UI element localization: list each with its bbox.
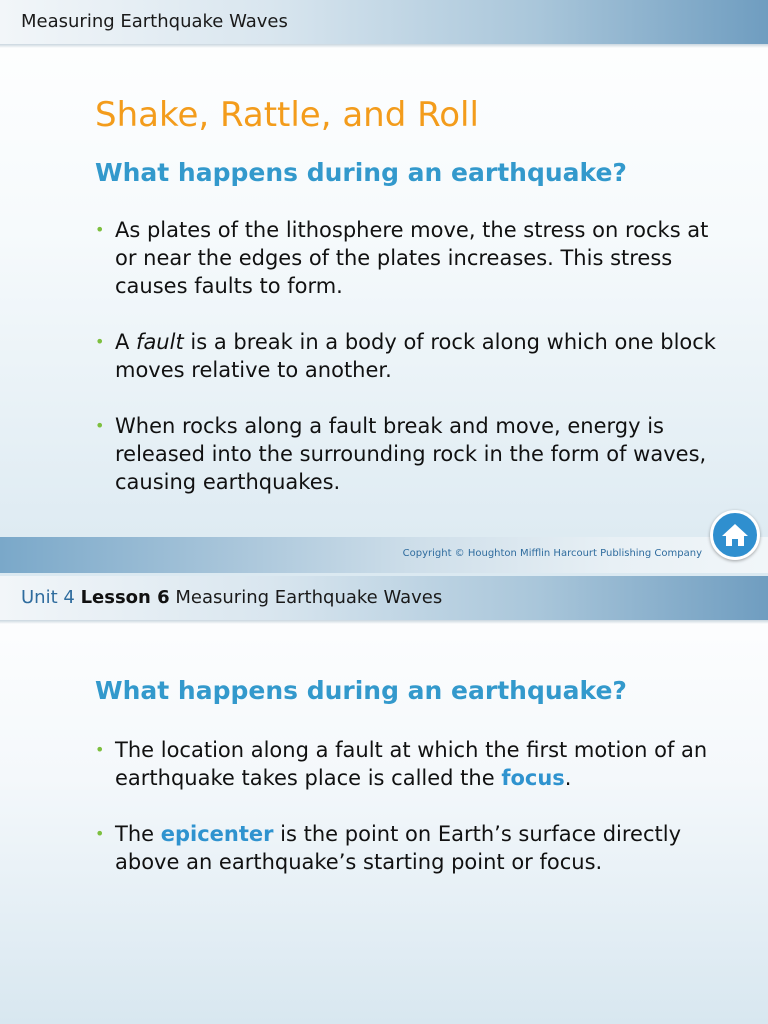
header-shadow xyxy=(0,44,768,48)
bullet-list xyxy=(95,736,735,904)
header-title xyxy=(21,587,442,608)
slide-subtitle: What happens during an earthquake? xyxy=(95,676,627,705)
bullet-text-pre: A xyxy=(115,330,137,354)
bullet-item xyxy=(95,328,735,384)
bullet-item xyxy=(95,216,735,300)
bullet-item xyxy=(95,736,735,792)
bullet-text-pre: The xyxy=(115,822,161,846)
bullet-text-pre: The location along a fault at which the first motion of an earthquake takes place is called the xyxy=(115,738,708,790)
bullet-icon: • xyxy=(95,332,105,351)
bullet-item xyxy=(95,820,735,876)
header-shadow xyxy=(0,620,768,624)
copyright-text: Copyright © Houghton Mifflin Harcourt Publishing Company xyxy=(402,548,702,559)
slide-2 xyxy=(0,576,768,1024)
bullet-list xyxy=(95,216,735,524)
topic-label: Measuring Earthquake Waves xyxy=(175,587,443,608)
bullet-icon: • xyxy=(95,824,105,843)
home-button[interactable] xyxy=(710,510,760,560)
bullet-icon: • xyxy=(95,220,105,239)
unit-label: Unit 4 xyxy=(21,587,75,608)
bullet-text-post: is a break in a body of rock along which one block moves relative to another. xyxy=(115,330,716,382)
bullet-text-post: is the point on Earth’s surface directly above an earthquake’s starting point or focus. xyxy=(115,822,682,874)
bullet-item xyxy=(95,412,735,496)
epicenter-term: epicenter xyxy=(160,822,274,846)
home-icon xyxy=(720,522,750,548)
bullet-icon: • xyxy=(95,416,105,435)
bullet-text: When rocks along a fault break and move, energy is released into the surrounding rock in the form of waves, causing earthquakes. xyxy=(115,414,707,494)
bullet-text: As plates of the lithosphere move, the stress on rocks at or near the edges of the plates increases. This stress causes faults to form. xyxy=(115,218,709,298)
focus-term: focus xyxy=(501,766,565,790)
header-title: Measuring Earthquake Waves xyxy=(21,11,288,32)
lesson-label: Lesson 6 xyxy=(80,587,170,608)
bullet-text-post: . xyxy=(564,766,572,790)
fault-term: fault xyxy=(136,330,184,354)
slide-title: Shake, Rattle, and Roll xyxy=(95,95,479,135)
slide-subtitle: What happens during an earthquake? xyxy=(95,158,627,187)
bullet-icon: • xyxy=(95,740,105,759)
